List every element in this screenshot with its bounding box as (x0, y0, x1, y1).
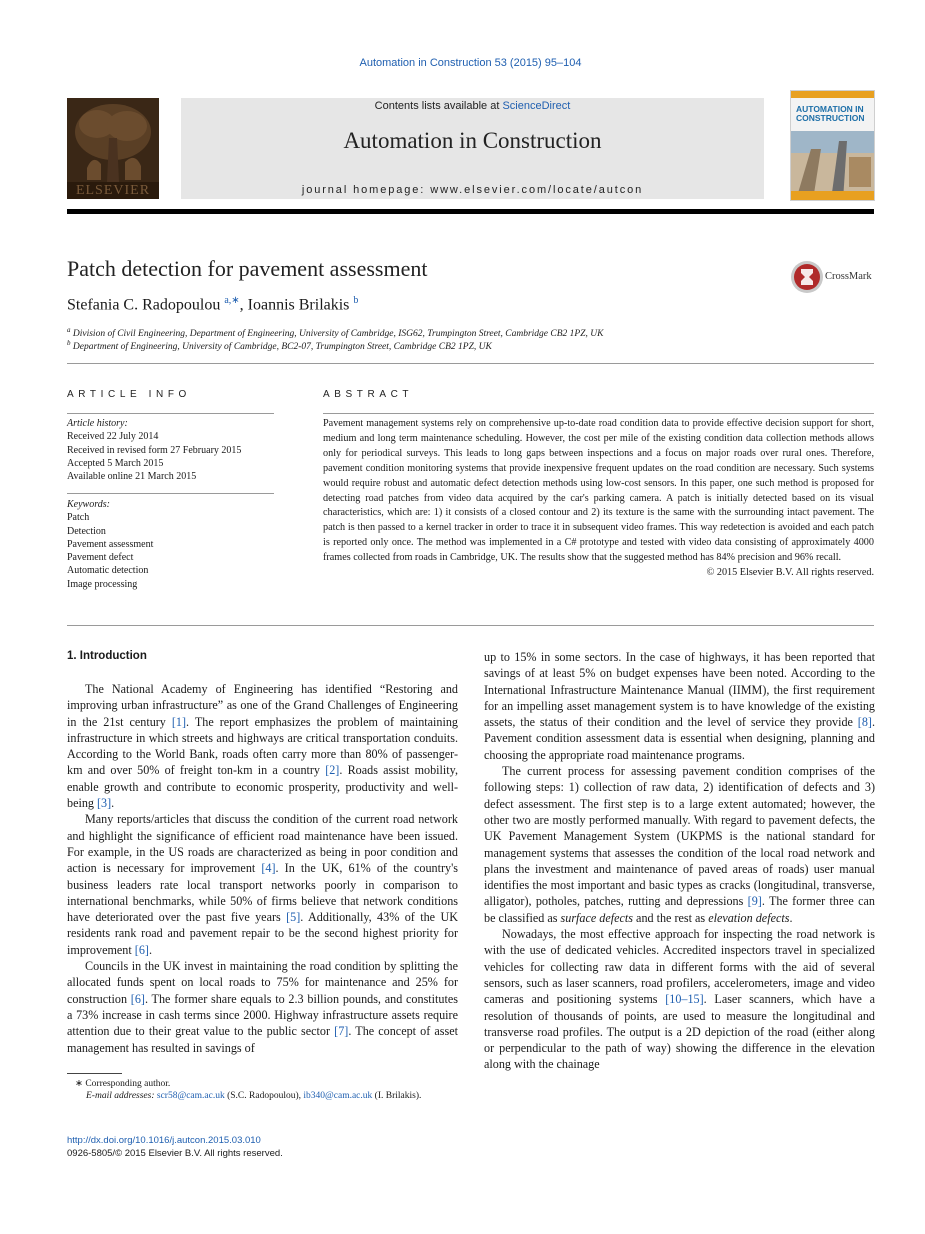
abstract-copyright: © 2015 Elsevier B.V. All rights reserved. (706, 567, 874, 579)
keywords-block (67, 498, 153, 591)
history-received: Received 22 July 2014 (67, 431, 159, 443)
contents-line (181, 100, 764, 112)
paragraph-text: The National Academy of Engineering has identified “Restoring and improving urban infrastructure” as one of the Grand Challenges of Engineering in the 21st century (67, 682, 458, 729)
abstract-heading: ABSTRACT (323, 389, 414, 400)
doi-link[interactable]: http://dx.doi.org/10.1016/j.autcon.2015.03.010 (67, 1135, 261, 1146)
author-1: Stefania C. Radopoulou (67, 296, 221, 314)
author-2-affiliation-mark[interactable]: b (353, 295, 359, 306)
reference-link[interactable]: [7] (334, 1024, 349, 1039)
cover-title-line-2: CONSTRUCTION (796, 113, 865, 123)
affiliation-b (67, 339, 492, 352)
footnote-label: Corresponding author. (85, 1079, 171, 1089)
paragraph-text: The current process for assessing pavement condition comprises of the following steps: 1) collection of raw data, 2) identification of defects and 3) defect assessment. The first step is to a large extent automated; however, the other two are mostly performed manually. With regard to pavement defects, the UK Pavement Management System (UKPMS is the national standard for management systems that assesses the condition of the local road network and plans the investment and maintenance of paved areas of roads) user manual identifies the most important and basic types as cracks (longitudinal, transverse, alligator), potholes, patches, rutting and depressions (484, 764, 875, 909)
header-rule (67, 209, 874, 214)
abstract-bottom-rule (67, 625, 874, 626)
paragraph-text: . The concept of asset management has resulted in savings of (67, 1024, 459, 1055)
keywords-label: Keywords: (67, 499, 110, 510)
email-2-owner: (I. Brilakis). (372, 1091, 422, 1101)
issn-line: 0926-5805/© 2015 Elsevier B.V. All rights reserved. (67, 1148, 283, 1159)
contents-prefix: Contents lists available at (374, 100, 503, 112)
history-online: Available online 21 March 2015 (67, 471, 197, 483)
paragraph (484, 763, 875, 926)
reference-link[interactable]: [1] (171, 714, 187, 729)
crossmark-label: CrossMark (825, 271, 872, 282)
emphasis-term: surface defects (560, 910, 634, 925)
reference-link[interactable]: [8] (857, 715, 872, 730)
paragraph-text: . (111, 796, 115, 811)
keywords-rule (67, 493, 274, 494)
history-revised: Received in revised form 27 February 2015 (67, 444, 242, 456)
reference-link[interactable]: [2] (325, 763, 340, 778)
cover-title-line-1: AUTOMATION IN (796, 104, 864, 114)
history-label: Article history: (67, 418, 128, 429)
sciencedirect-link[interactable]: ScienceDirect (502, 100, 571, 112)
crossmark-badge[interactable] (790, 260, 876, 294)
paragraph-text: up to 15% in some sectors. In the case of highways, it has been reported that savings of at least 5% on budget expenses have been noted. According to the International Infrastructure Maintenance Manual (IIMM), the first requirement for an impelling asset management system is to have knowledge of the existing assets, the status of their condition and the level of service they provide (484, 650, 875, 730)
paragraph (67, 681, 458, 811)
footnote-rule (67, 1073, 122, 1074)
affiliation-a-text: Division of Civil Engineering, Department of Engineering, University of Cambridge, ISG62, Trumpington Street, Cambridge CB2 1PZ, UK (72, 329, 604, 340)
paragraph-text: . The report emphasizes the problem of maintaining infrastructure in which streets and highways are critical transportation conduits. According to the World Bank, roads often carry more than 80% of passenger-km and over 50% of freight ton-km in a country (67, 714, 458, 778)
keyword-item: Patch (67, 512, 90, 524)
paragraph (484, 649, 875, 763)
author-list (67, 295, 358, 314)
affiliation-b-text: Department of Engineering, University of Cambridge, BC2-07, Trumpington Street, Cambridge CB2 1PZ, UK (72, 342, 492, 353)
reference-link[interactable]: [3] (97, 796, 112, 811)
article-history (67, 417, 241, 483)
paragraph (484, 926, 875, 1073)
paragraph-text: . (148, 942, 152, 957)
author-separator: , (239, 296, 248, 314)
author-2: Ioannis Brilakis (247, 296, 350, 314)
journal-cover-thumbnail (790, 90, 875, 201)
paragraph-text: Many reports/articles that discuss the condition of the current road network and highlight the significance of efficient road maintenance have been issued. For example, in the US roads are characterized as being in poor condition and action is necessary for improvement (67, 812, 458, 876)
reference-link[interactable]: [6] (130, 991, 145, 1006)
affiliation-a-mark: a (67, 326, 71, 334)
keyword-item: Detection (67, 525, 106, 537)
abstract-block (323, 417, 874, 581)
article-info-rule (67, 413, 274, 414)
journal-title: Automation in Construction (343, 128, 602, 153)
reference-link[interactable]: [9] (747, 894, 762, 909)
reference-link[interactable]: [4] (261, 861, 276, 876)
section-heading-introduction: 1. Introduction (67, 650, 147, 662)
email-note (86, 1091, 421, 1101)
emphasis-term: elevation defects (708, 910, 790, 925)
email-link-2[interactable]: ib340@cam.ac.uk (303, 1091, 373, 1101)
cover-photo (791, 131, 874, 200)
paragraph-text: . In the UK, 61% of the country's business leaders rate local transport networks poorly in comparison to international benchmarks, while 50% of firms believe that network conditions have deteriorated over the past five years (67, 861, 459, 925)
paragraph-text: . (789, 910, 793, 925)
reference-link[interactable]: [5] (286, 910, 301, 925)
paragraph-text: and the rest as (633, 910, 709, 925)
journal-citation[interactable]: Automation in Construction 53 (2015) 95–104 (359, 57, 582, 69)
email-label: E-mail addresses: (86, 1091, 157, 1101)
paragraph-text: Nowadays, the most effective approach for inspecting the road network is with the use of dedicated vehicles. Accredited inspectors travel in specialized vehicles for collecting raw data in different forms with the aid of several sensors, such as laser scanners, road profilers, accelerometers, image and video cameras and positioning systems (484, 927, 875, 1007)
affiliation-b-mark: b (67, 339, 71, 347)
crossmark-icon (790, 260, 824, 294)
history-accepted: Accepted 5 March 2015 (67, 457, 164, 469)
logo-wordmark: ELSEVIER (75, 183, 151, 198)
keyword-item: Automatic detection (67, 565, 149, 577)
keyword-item: Pavement defect (67, 552, 134, 564)
reference-link[interactable]: [6] (134, 942, 149, 957)
affiliation-rule (67, 363, 874, 364)
body-column-left (67, 681, 458, 1056)
paragraph-text: . Laser scanners, which have a resolution of thousands of points, are used to measure the longitudinal and transverse road profiles. The output is a 2D depiction of the road (either along or perpendicular to the path of way) showing the difference in the elevation along with the chainage (484, 992, 875, 1072)
article-info-heading: ARTICLE INFO (67, 389, 191, 400)
reference-link[interactable]: [10–15] (665, 992, 704, 1007)
cover-top-stripe (791, 91, 874, 98)
article-title: Patch detection for pavement assessment (67, 256, 428, 281)
paragraph (67, 958, 458, 1056)
paragraph-text: Councils in the UK invest in maintaining the road condition by splitting the allocated funds spent on local roads to 75% for maintenance and 25% for construction (67, 959, 458, 1006)
paragraph (67, 811, 458, 958)
paragraph-text: . Pavement condition assessment data is essential when designing, planning and choosing the appropriate road maintenance programs. (484, 715, 875, 762)
affiliation-a (67, 326, 603, 339)
footnote-mark: ∗ (75, 1079, 83, 1089)
journal-masthead (181, 98, 764, 199)
elsevier-logo (67, 98, 159, 199)
paragraph-text: . Roads assist mobility, enable growth and contribute to economic prosperity, productivity and well-being (67, 763, 458, 811)
paragraph-text: . The former three can be classified as (484, 894, 875, 925)
keyword-item: Image processing (67, 578, 138, 590)
email-1-owner: (S.C. Radopoulou), (224, 1091, 304, 1101)
email-link-1[interactable]: scr58@cam.ac.uk (156, 1091, 225, 1101)
journal-homepage[interactable]: journal homepage: www.elsevier.com/locate/autcon (301, 184, 644, 196)
author-1-affiliation-mark[interactable]: a,∗ (224, 295, 240, 306)
paragraph-text: . The former share equals to 2.3 billion pounds, and constitutes a 73% increase in cash terms since 2000. Highway infrastructure assets require attention due to their great value to the public sector (67, 991, 458, 1039)
paragraph-text: . Additionally, 43% of the UK residents rank road and pavement repair to be the second highest priority for improvement (67, 910, 458, 957)
body-column-right (484, 649, 875, 1073)
abstract-rule (323, 413, 874, 414)
corresponding-author-note (75, 1078, 170, 1089)
keyword-item: Pavement assessment (67, 538, 154, 550)
abstract-text: Pavement management systems rely on comprehensive up-to-date road condition data to provide effective decision support for short, medium and long term maintenance scheduling. However, the cost per mile of the existing condition data collection methods allows only for periodical surveys. This leads to long gaps between inspections and a focus on major roads over rural ones. Therefore, pavement condition monitoring systems that provide inexpensive frequent updates on the road condition are necessary. Such systems would require robust and automatic defect detection methods using low-cost sensors. In this paper, one such method is proposed for detecting road patches from video data acquired by the car's parking camera. A patch is initially detected based on its visual characteristics, which are: 1) it consists of a closed contour and 2) its texture is the same with the surrounding intact pavement. The patch is then passed to a kernel tracker in order to trace it in subsequent video frames. This way redetection is avoided and each patch is reported only once. The method was implemented in a C# prototype and tested with video data consisting of approximately 4000 frames collected from roads in Cambridge, UK. The results show that the suggested method has 84% precision and 96% recall. (323, 418, 874, 564)
